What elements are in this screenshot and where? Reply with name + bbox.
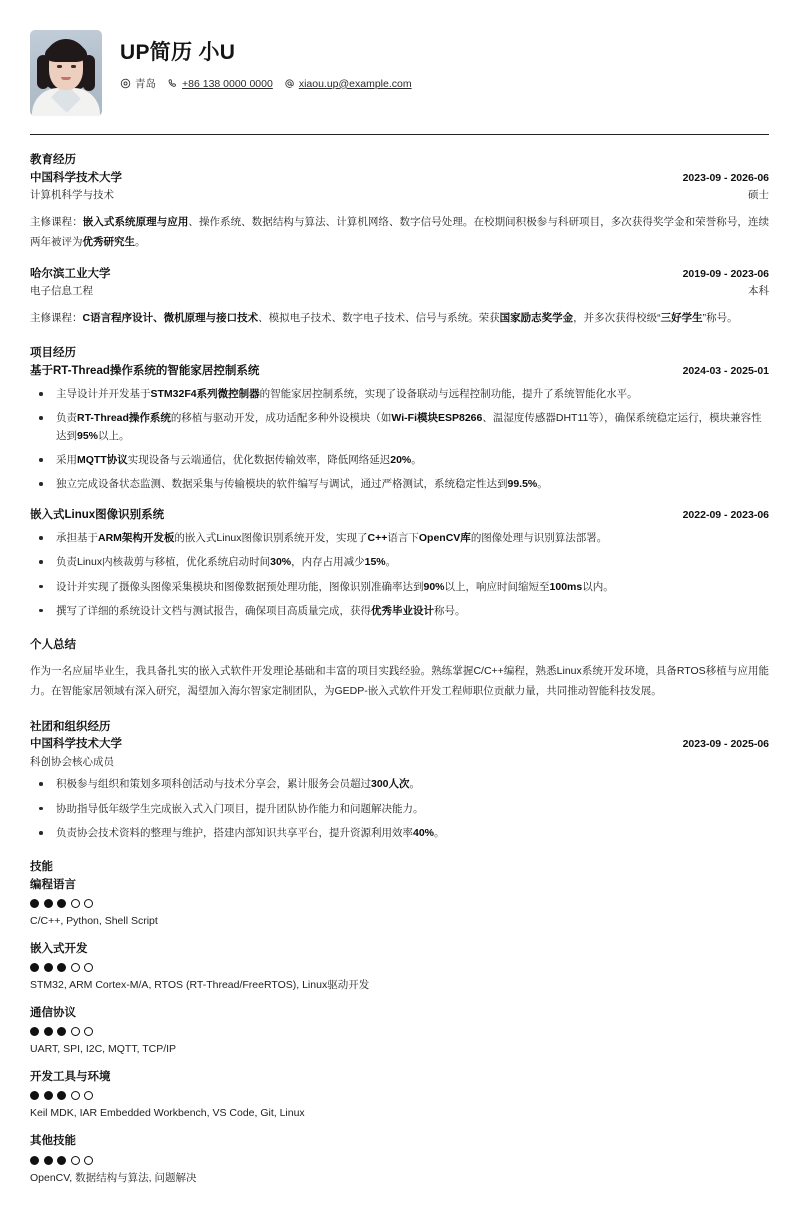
rating-dot-empty xyxy=(71,1091,80,1100)
skill-name: 其他技能 xyxy=(30,1135,76,1148)
entry-header-row xyxy=(30,170,769,187)
header-divider xyxy=(30,134,769,135)
education-date: 2023-09 - 2026-06 xyxy=(682,171,769,184)
organization-bullet-list xyxy=(30,776,769,842)
project-name: 基于RT-Thread操作系统的智能家居控制系统 xyxy=(30,364,260,377)
rating-dot-filled xyxy=(44,1091,53,1100)
contact-phone-text[interactable]: +86 138 0000 0000 xyxy=(182,77,273,90)
phone-icon xyxy=(167,78,178,89)
avatar xyxy=(30,30,102,116)
location-pin-icon xyxy=(120,78,131,89)
project-date: 2024-03 - 2025-01 xyxy=(682,364,769,377)
education-date: 2019-09 - 2023-06 xyxy=(682,267,769,280)
rating-dot-filled xyxy=(30,899,39,908)
entry-header-row xyxy=(30,363,769,380)
bullet-item: 撰写了详细的系统设计文档与测试报告，确保项目高质量完成，获得优秀毕业设计称号。 xyxy=(30,603,769,620)
education-degree: 本科 xyxy=(748,284,769,297)
contact-email-text[interactable]: xiaou.up@example.com xyxy=(298,77,412,90)
section-title-education: 教育经历 xyxy=(30,154,76,166)
skill-block xyxy=(30,1069,769,1122)
rating-dot-filled xyxy=(57,1091,66,1100)
rating-dot-empty xyxy=(71,899,80,908)
skill-block xyxy=(30,941,769,994)
rating-dot-filled xyxy=(44,963,53,972)
section-organizations xyxy=(30,719,769,843)
skill-rating xyxy=(30,1027,769,1036)
entry-header-row xyxy=(30,736,769,753)
rating-dot-filled xyxy=(57,1027,66,1036)
entry-sub-row xyxy=(30,754,769,771)
skill-block xyxy=(30,877,769,930)
rating-dot-empty xyxy=(84,899,93,908)
bullet-item: 承担基于ARM架构开发板的嵌入式Linux图像识别系统开发，实现了C++语言下OpenCV库的图像处理与识别算法部署。 xyxy=(30,530,769,547)
skill-name: 嵌入式开发 xyxy=(30,943,88,956)
section-title-summary: 个人总结 xyxy=(30,639,76,652)
email-at-icon xyxy=(284,78,295,89)
skill-rating xyxy=(30,1156,769,1165)
rating-dot-empty xyxy=(71,963,80,972)
bullet-item: 设计并实现了摄像头图像采集模块和图像数据预处理功能，图像识别准确率达到90%以上，响应时间缩短至100ms以内。 xyxy=(30,579,769,596)
section-projects xyxy=(30,345,769,620)
skill-detail: C/C++, Python, Shell Script xyxy=(30,915,158,928)
section-skills xyxy=(30,859,769,1186)
skill-name: 开发工具与环境 xyxy=(30,1071,111,1084)
section-title-skills: 技能 xyxy=(30,861,53,874)
contact-location-text: 青岛 xyxy=(135,78,156,91)
organization-date: 2023-09 - 2025-06 xyxy=(682,738,769,751)
avatar-fringe xyxy=(45,44,87,62)
entry-header-row xyxy=(30,507,769,524)
skill-rating xyxy=(30,899,769,908)
header-text xyxy=(120,30,418,91)
rating-dot-empty xyxy=(84,1027,93,1036)
skill-name: 编程语言 xyxy=(30,879,76,892)
skill-name: 通信协议 xyxy=(30,1007,76,1020)
rating-dot-filled xyxy=(30,1156,39,1165)
project-date: 2022-09 - 2023-06 xyxy=(682,508,769,521)
rating-dot-filled xyxy=(57,1156,66,1165)
project-bullet-list xyxy=(30,530,769,620)
skill-block xyxy=(30,1005,769,1058)
avatar-mouth xyxy=(61,77,71,80)
bullet-item: 采用MQTT协议实现设备与云端通信，优化数据传输效率，降低网络延迟20%。 xyxy=(30,452,769,469)
rating-dot-filled xyxy=(30,963,39,972)
resume-header xyxy=(30,30,769,122)
contact-email[interactable] xyxy=(284,78,412,90)
contact-location xyxy=(120,76,156,91)
education-major: 电子信息工程 xyxy=(30,284,93,297)
bullet-item: 负责Linux内核裁剪与移植，优化系统启动时间30%，内存占用减少15%。 xyxy=(30,554,769,571)
entry-sub-row xyxy=(30,187,769,204)
bullet-item: 积极参与组织和策划多项科创活动与技术分享会，累计服务会员超过300人次。 xyxy=(30,776,769,793)
project-entry xyxy=(30,507,769,621)
rating-dot-filled xyxy=(30,1027,39,1036)
bullet-item: 协助指导低年级学生完成嵌入式入门项目，提升团队协作能力和问题解决能力。 xyxy=(30,801,769,818)
skill-rating xyxy=(30,963,769,972)
project-bullet-list xyxy=(30,386,769,494)
section-title-projects: 项目经历 xyxy=(30,347,76,360)
entry-header-row xyxy=(30,266,769,283)
organization-role: 科创协会核心成员 xyxy=(30,755,114,768)
education-degree: 硕士 xyxy=(748,188,769,201)
section-summary xyxy=(30,637,769,702)
section-title-organizations: 社团和组织经历 xyxy=(30,720,111,733)
rating-dot-filled xyxy=(44,899,53,908)
bullet-item: 主导设计并开发基于STM32F4系列微控制器的智能家居控制系统，实现了设备联动与远程控制功能，提升了系统智能化水平。 xyxy=(30,386,769,403)
education-entry xyxy=(30,266,769,329)
skill-list xyxy=(30,877,769,1186)
contact-list xyxy=(120,76,418,91)
rating-dot-filled xyxy=(44,1027,53,1036)
rating-dot-filled xyxy=(57,899,66,908)
education-courses: 主修课程：嵌入式系统原理与应用、操作系统、数据结构与算法、计算机网络、数字信号处理。在校期间积极参与科研项目，多次获得奖学金和荣誉称号，连续两年被评为优秀研究生。 xyxy=(30,215,770,249)
bullet-item: 负责RT-Thread操作系统的移植与驱动开发，成功适配多种外设模块（如Wi-Fi模块ESP8266、温湿度传感器DHT11等），确保系统稳定运行，模块兼容性达到95%以上。 xyxy=(30,410,769,445)
rating-dot-empty xyxy=(84,963,93,972)
bullet-item: 负责协会技术资料的整理与维护，搭建内部知识共享平台，提升资源利用效率40%。 xyxy=(30,825,769,842)
skill-detail: OpenCV, 数据结构与算法, 问题解决 xyxy=(30,1171,197,1184)
skill-detail: Keil MDK, IAR Embedded Workbench, VS Code, Git, Linux xyxy=(30,1107,305,1120)
section-education xyxy=(30,152,769,328)
rating-dot-empty xyxy=(84,1156,93,1165)
organization-org: 中国科学技术大学 xyxy=(30,738,122,751)
rating-dot-empty xyxy=(71,1027,80,1036)
skill-rating xyxy=(30,1091,769,1100)
contact-phone[interactable] xyxy=(167,78,273,90)
rating-dot-filled xyxy=(30,1091,39,1100)
rating-dot-filled xyxy=(44,1156,53,1165)
project-entry xyxy=(30,363,769,494)
avatar-eye-left xyxy=(57,65,62,68)
rating-dot-filled xyxy=(57,963,66,972)
education-org: 哈尔滨工业大学 xyxy=(30,267,111,280)
education-courses: 主修课程：C语言程序设计、微机原理与接口技术、模拟电子技术、数字电子技术、信号与系统。荣获国家励志奖学金，并多次获得校级“三好学生”称号。 xyxy=(30,311,738,324)
rating-dot-empty xyxy=(84,1091,93,1100)
organization-entry xyxy=(30,736,769,842)
summary-text: 作为一名应届毕业生，我具备扎实的嵌入式软件开发理论基础和丰富的项目实践经验。熟练掌握C/C++编程，熟悉Linux系统开发环境，具备RTOS移植与应用能力。在智能家居领域有深入研究，渴望加入海尔智家定制团队，为GEDP-嵌入式软件开发工程师职位贡献力量，共同推动智能科技发展。 xyxy=(30,664,769,698)
entry-sub-row xyxy=(30,283,769,300)
candidate-name: UP简历 小U xyxy=(120,41,236,64)
skill-block xyxy=(30,1133,769,1186)
rating-dot-empty xyxy=(71,1156,80,1165)
bullet-item: 独立完成设备状态监测、数据采集与传输模块的软件编写与调试，通过严格测试，系统稳定性达到99.5%。 xyxy=(30,476,769,493)
education-entry xyxy=(30,170,769,253)
skill-detail: UART, SPI, I2C, MQTT, TCP/IP xyxy=(30,1043,177,1056)
project-name: 嵌入式Linux图像识别系统 xyxy=(30,508,165,521)
avatar-eye-right xyxy=(71,65,76,68)
education-org: 中国科学技术大学 xyxy=(30,171,122,184)
skill-detail: STM32, ARM Cortex-M/A, RTOS (RT-Thread/FreeRTOS), Linux驱动开发 xyxy=(30,979,370,992)
education-major: 计算机科学与技术 xyxy=(30,188,114,201)
